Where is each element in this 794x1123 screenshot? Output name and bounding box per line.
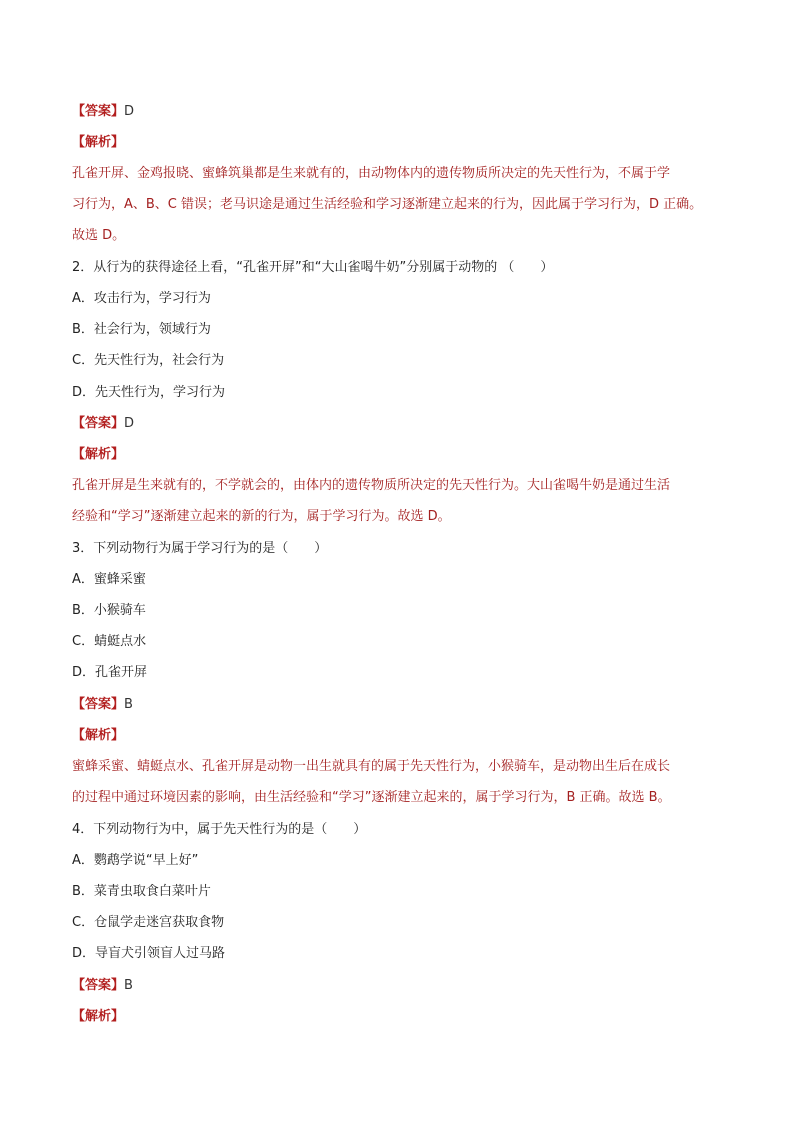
option-a: A．鹦鹉学说“早上好” [72, 853, 199, 868]
analysis-text-line: 孔雀开屏是生来就有的，不学就会的，由体内的遗传物质所决定的先天性行为。大山雀喝牛奶是通过生活 [72, 478, 671, 493]
answer-line [72, 696, 133, 714]
analysis-heading [72, 727, 124, 745]
option-b: B．小猴骑车 [72, 603, 146, 618]
analysis-heading [72, 446, 124, 464]
analysis-heading [72, 134, 124, 152]
analysis-text-line: 故选 D。 [72, 228, 126, 243]
analysis-text-line: 孔雀开屏、金鸡报晓、蜜蜂筑巢都是生来就有的，由动物体内的遗传物质所决定的先天性行为，不属于学 [72, 166, 671, 181]
option-c: C．先天性行为，社会行为 [72, 353, 225, 368]
option-c: C．蜻蜓点水 [72, 634, 147, 649]
answer-line [72, 977, 133, 995]
analysis-text-line: 蜜蜂采蜜、蜻蜓点水、孔雀开屏是动物一出生就具有的属于先天性行为，小猴骑车，是动物出生后在成长 [72, 759, 671, 774]
answer-value: D [124, 104, 135, 119]
option-b: B．社会行为，领域行为 [72, 322, 211, 337]
option-d: D．孔雀开屏 [72, 665, 148, 680]
option-d: D．先天性行为，学习行为 [72, 385, 226, 400]
answer-line [72, 103, 134, 121]
question-stem: 3．下列动物行为属于学习行为的是（ ） [72, 541, 328, 556]
option-a: A．蜜蜂采蜜 [72, 572, 146, 587]
analysis-tag: 【解析】 [72, 1009, 125, 1024]
analysis-text-line: 习行为，A、B、C 错误；老马识途是通过生活经验和学习逐渐建立起来的行为，因此属于学习行为，D 正确。 [72, 197, 703, 212]
option-b: B．菜青虫取食白菜叶片 [72, 884, 211, 899]
analysis-tag: 【解析】 [72, 135, 125, 150]
question-stem: 2．从行为的获得途径上看，“孔雀开屏”和“大山雀喝牛奶”分别属于动物的 （ ） [72, 260, 554, 275]
answer-tag: 【答案】 [72, 697, 125, 712]
answer-value: B [124, 697, 133, 712]
analysis-text-line: 经验和“学习”逐渐建立起来的新的行为，属于学习行为。故选 D。 [72, 509, 451, 524]
analysis-tag: 【解析】 [72, 728, 125, 743]
analysis-text-line: 的过程中通过环境因素的影响，由生活经验和“学习”逐渐建立起来的，属于学习行为，B 正确。故选 B。 [72, 790, 671, 805]
answer-tag: 【答案】 [72, 978, 125, 993]
analysis-heading [72, 1008, 124, 1026]
answer-line [72, 415, 134, 433]
answer-value: B [124, 978, 133, 993]
answer-tag: 【答案】 [72, 104, 125, 119]
answer-value: D [124, 416, 135, 431]
option-d: D．导盲犬引领盲人过马路 [72, 946, 226, 961]
option-c: C．仓鼠学走迷宫获取食物 [72, 915, 225, 930]
answer-tag: 【答案】 [72, 416, 125, 431]
question-stem: 4．下列动物行为中，属于先天性行为的是（ ） [72, 822, 367, 837]
option-a: A．攻击行为，学习行为 [72, 291, 211, 306]
analysis-tag: 【解析】 [72, 447, 125, 462]
